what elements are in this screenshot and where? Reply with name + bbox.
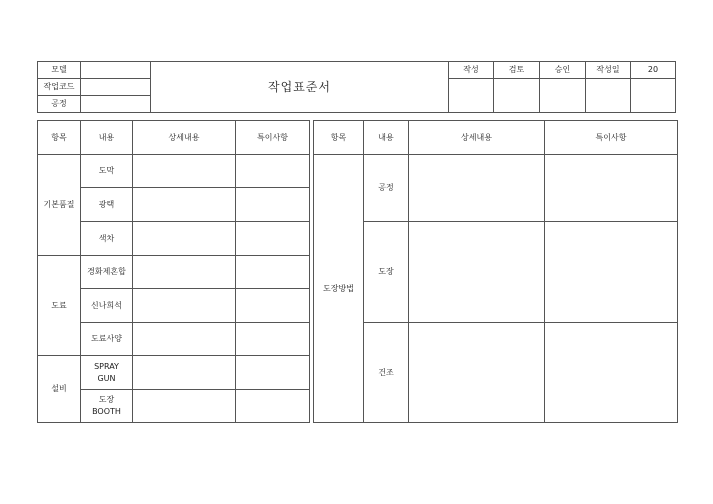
content-painting-booth-line1: 도장 — [98, 395, 115, 404]
category-paint: 도료 — [38, 256, 81, 356]
detail-cell[interactable] — [133, 155, 236, 188]
header-table — [37, 61, 676, 113]
special-cell[interactable] — [236, 323, 310, 356]
col-content-right: 내용 — [364, 121, 409, 155]
model-label: 모델 — [38, 62, 81, 79]
reviewer-label: 검토 — [494, 62, 540, 79]
col-detail-right: 상세내용 — [409, 121, 545, 155]
content-drying: 건조 — [364, 323, 409, 423]
special-cell[interactable] — [545, 155, 678, 222]
detail-cell[interactable] — [133, 289, 236, 323]
standards-table — [37, 120, 678, 423]
special-cell[interactable] — [236, 256, 310, 289]
author-sign-box[interactable] — [449, 79, 494, 113]
date-value[interactable]: 20 — [631, 62, 676, 79]
approver-label: 승인 — [540, 62, 586, 79]
content-spray-gun-line2: GUN — [97, 373, 116, 383]
reviewer-sign-box[interactable] — [494, 79, 540, 113]
content-spray-gun — [81, 356, 133, 390]
approver-sign-box[interactable] — [540, 79, 586, 113]
content-spray-gun-line1: SPRAY — [94, 361, 119, 371]
special-cell[interactable] — [236, 289, 310, 323]
document-title: 작업표준서 — [151, 62, 449, 113]
process-label: 공정 — [38, 96, 81, 113]
special-cell[interactable] — [236, 155, 310, 188]
category-painting-method: 도장방법 — [314, 155, 364, 423]
col-item-right: 항목 — [314, 121, 364, 155]
date-extra-box[interactable] — [631, 79, 676, 113]
col-special-right: 특이사항 — [545, 121, 678, 155]
special-cell[interactable] — [236, 188, 310, 222]
detail-cell[interactable] — [133, 356, 236, 390]
col-special-left: 특이사항 — [236, 121, 310, 155]
content-painting-booth-line2: BOOTH — [92, 407, 121, 416]
detail-cell[interactable] — [409, 222, 545, 323]
date-label: 작성일 — [586, 62, 631, 79]
work-code-value[interactable] — [81, 79, 151, 96]
process-value[interactable] — [81, 96, 151, 113]
content-paint-spec: 도료사양 — [81, 323, 133, 356]
detail-cell[interactable] — [409, 155, 545, 222]
content-hardener-mix: 경화제혼합 — [81, 256, 133, 289]
author-label: 작성 — [449, 62, 494, 79]
col-item-left: 항목 — [38, 121, 81, 155]
content-painting-booth — [81, 390, 133, 423]
special-cell[interactable] — [545, 222, 678, 323]
detail-cell[interactable] — [133, 222, 236, 256]
detail-cell[interactable] — [409, 323, 545, 423]
content-gloss: 광택 — [81, 188, 133, 222]
content-painting: 도장 — [364, 222, 409, 323]
work-code-label: 작업코드 — [38, 79, 81, 96]
content-film: 도막 — [81, 155, 133, 188]
content-color-diff: 색차 — [81, 222, 133, 256]
col-content-left: 내용 — [81, 121, 133, 155]
category-basic-quality: 기본품질 — [38, 155, 81, 256]
category-equipment: 설비 — [38, 356, 81, 423]
col-detail-left: 상세내용 — [133, 121, 236, 155]
special-cell[interactable] — [236, 390, 310, 423]
detail-cell[interactable] — [133, 188, 236, 222]
special-cell[interactable] — [236, 356, 310, 390]
detail-cell[interactable] — [133, 256, 236, 289]
date-sign-box[interactable] — [586, 79, 631, 113]
model-value[interactable] — [81, 62, 151, 79]
detail-cell[interactable] — [133, 323, 236, 356]
content-thinner-dilution: 신나희석 — [81, 289, 133, 323]
special-cell[interactable] — [236, 222, 310, 256]
detail-cell[interactable] — [133, 390, 236, 423]
special-cell[interactable] — [545, 323, 678, 423]
content-process: 공정 — [364, 155, 409, 222]
